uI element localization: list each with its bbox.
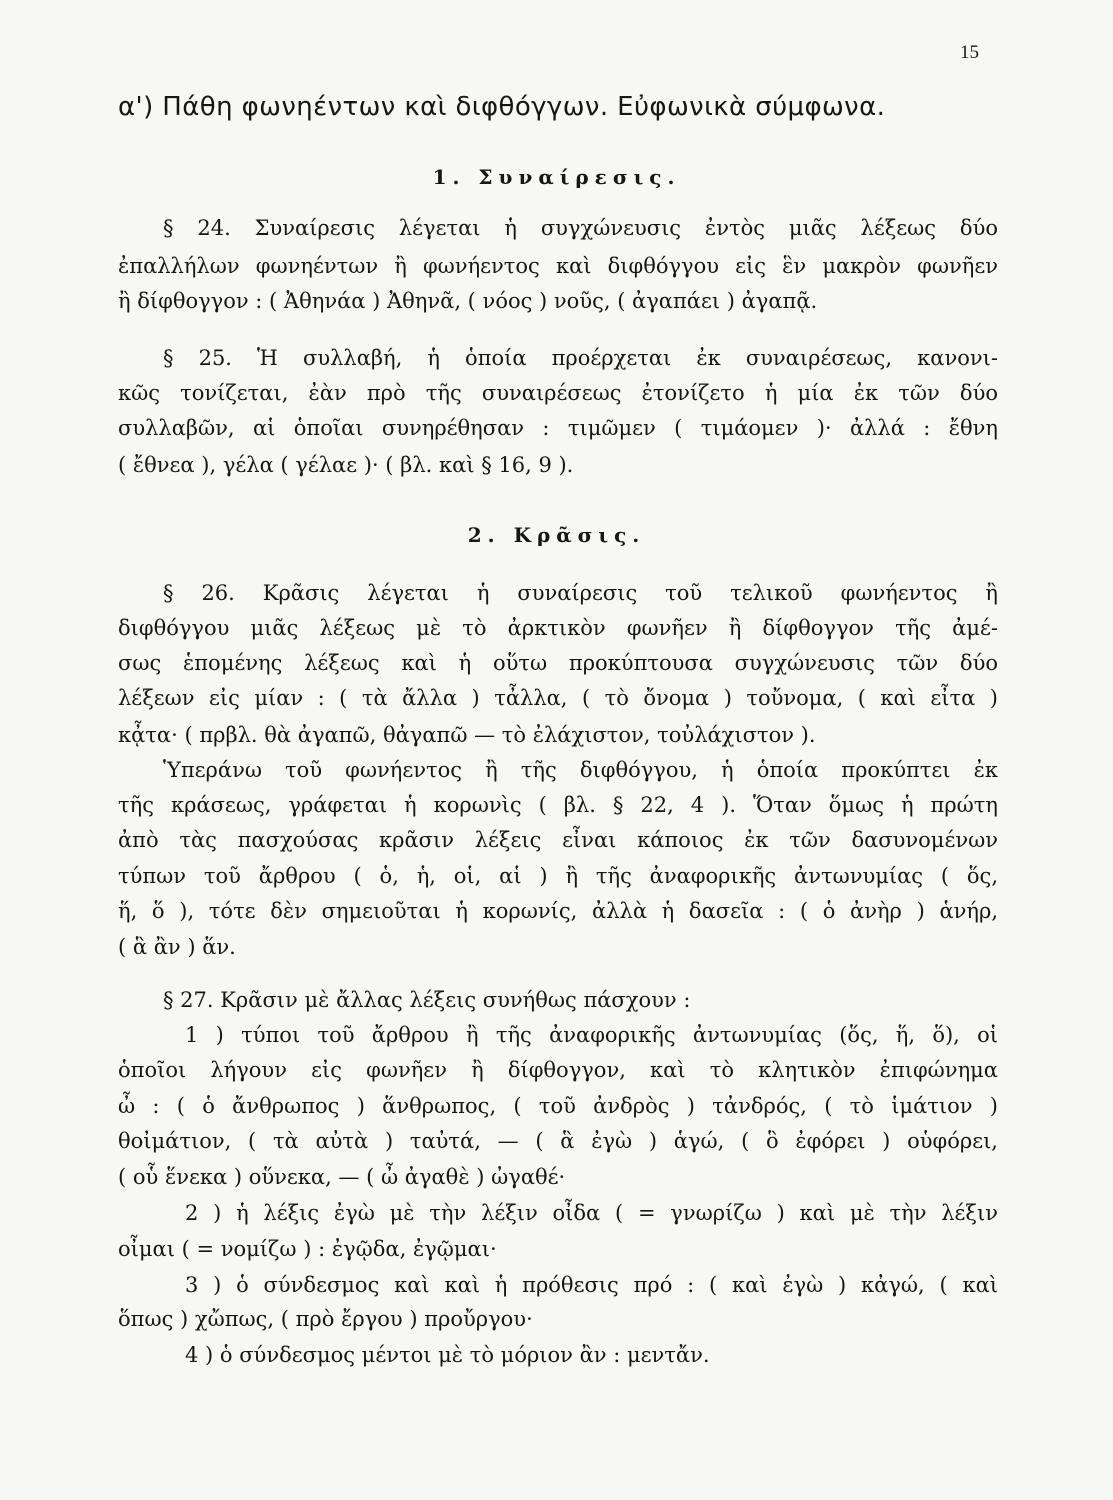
text-line: ἢ δίφθογγον : ( Ἀθηνάα ) Ἀθηνᾶ, ( νόος ) νοῦς, ( ἀγαπάει ) ἀγαπᾷ. — [118, 289, 818, 313]
text-line: ὦ : ( ὁ ἄνθρωπος ) ἅνθρωπος, ( τοῦ ἀνδρὸς ) τἀνδρός, ( τὸ ἱμάτιον ) — [118, 1094, 998, 1118]
text-line: § 25. Ἡ συλλαβή, ἡ ὁποία προέρχεται ἐκ συναιρέσεως, κανονι- — [163, 346, 998, 370]
text-line: ( ἔθνεα ), γέλα ( γέλαε )· ( βλ. καὶ § 16, 9 ). — [118, 453, 574, 477]
text-line: ἥ, ὅ ), τότε δὲν σημειοῦται ἡ κορωνίς, ἀλλὰ ἡ δασεῖα : ( ὁ ἀνὴρ ) ἁνήρ, — [118, 899, 998, 923]
text-line: 2 ) ἡ λέξις ἐγὼ μὲ τὴν λέξιν οἶδα ( = γνωρίζω ) καὶ μὲ τὴν λέξιν — [185, 1201, 998, 1225]
text-line: οἶμαι ( = νομίζω ) : ἐγῷδα, ἐγῷμαι· — [118, 1237, 497, 1261]
text-line: § 27. Κρᾶσιν μὲ ἄλλας λέξεις συνήθως πάσχουν : — [163, 988, 691, 1012]
section-heading-synairesis: 1. Συναίρεσις. — [432, 165, 681, 189]
text-line: τύπων τοῦ ἄρθρου ( ὁ, ἡ, οἱ, αἱ ) ἢ τῆς ἀναφορικῆς ἀντωνυμίας ( ὅς, — [118, 864, 998, 888]
text-line: θοἰμάτιον, ( τὰ αὐτὰ ) ταὐτά, — ( ἃ ἐγὼ ) ἁγώ, ( ὃ ἐφόρει ) οὑφόρει, — [118, 1129, 998, 1153]
text-line: διφθόγγου μιᾶς λέξεως μὲ τὸ ἀρκτικὸν φωνῆεν ἢ δίφθογγον τῆς ἀμέ- — [118, 616, 998, 640]
text-line: ( οὗ ἕνεκα ) οὕνεκα, — ( ὦ ἀγαθὲ ) ὠγαθέ· — [118, 1165, 566, 1189]
text-line: λέξεων εἰς μίαν : ( τὰ ἄλλα ) τἆλλα, ( τὸ ὄνομα ) τοὔνομα, ( καὶ εἶτα ) — [118, 686, 998, 710]
chapter-title: α') Πάθη φωνηέντων καὶ διφθόγγων. Εὐφωνικὰ σύμφωνα. — [118, 92, 886, 122]
text-line: κῶς τονίζεται, ἐὰν πρὸ τῆς συναιρέσεως ἐτονίζετο ἡ μία ἐκ τῶν δύο — [118, 381, 998, 405]
text-line: ὅπως ) χὤπως, ( πρὸ ἔργου ) προὔργου· — [118, 1307, 533, 1331]
text-line: 3 ) ὁ σύνδεσμος καὶ καὶ ἡ πρόθεσις πρό : ( καὶ ἐγὼ ) κἀγώ, ( καὶ — [185, 1273, 998, 1297]
text-line: ( ἃ ἂν ) ἅν. — [118, 935, 236, 959]
text-line: § 24. Συναίρεσις λέγεται ἡ συγχώνευσις ἐντὸς μιᾶς λέξεως δύο — [163, 216, 998, 240]
text-line: 4 ) ὁ σύνδεσμος μέντοι μὲ τὸ μόριον ἂν : μεντἄν. — [185, 1343, 710, 1367]
text-line: ὁποῖοι λήγουν εἰς φωνῆεν ἢ δίφθογγον, καὶ τὸ κλητικὸν ἐπιφώνημα — [118, 1058, 998, 1082]
text-line: ἀπὸ τὰς πασχούσας κρᾶσιν λέξεις εἶναι κάποιος ἐκ τῶν δασυνομένων — [118, 828, 998, 852]
text-line: ἐπαλλήλων φωνηέντων ἢ φωνήεντος καὶ διφθόγγου εἰς ἓν μακρὸν φωνῆεν — [118, 254, 998, 278]
text-line: συλλαβῶν, αἱ ὁποῖαι συνηρέθησαν : τιμῶμεν ( τιμάομεν )· ἀλλά : ἔθνη — [118, 416, 998, 440]
page-number: 15 — [960, 42, 979, 63]
section-heading-krasis: 2. Κρᾶσις. — [467, 523, 646, 547]
text-line: 1 ) τύποι τοῦ ἄρθρου ἢ τῆς ἀναφορικῆς ἀντωνυμίας (ὅς, ἥ, ὅ), οἱ — [185, 1023, 998, 1047]
text-line: σως ἑπομένης λέξεως καὶ ἡ οὕτω προκύπτουσα συγχώνευσις τῶν δύο — [118, 651, 998, 675]
text-line: Ὑπεράνω τοῦ φωνήεντος ἢ τῆς διφθόγγου, ἡ ὁποία προκύπτει ἐκ — [163, 758, 998, 782]
text-line: § 26. Κρᾶσις λέγεται ἡ συναίρεσις τοῦ τελικοῦ φωνήεντος ἢ — [163, 581, 998, 605]
text-line: κᾆτα· ( πρβλ. θὰ ἀγαπῶ, θἀγαπῶ — τὸ ἐλάχιστον, τοὐλάχιστον ). — [118, 723, 816, 747]
text-line: τῆς κράσεως, γράφεται ἡ κορωνὶς ( βλ. § 22, 4 ). Ὅταν ὅμως ἡ πρώτη — [118, 793, 998, 817]
